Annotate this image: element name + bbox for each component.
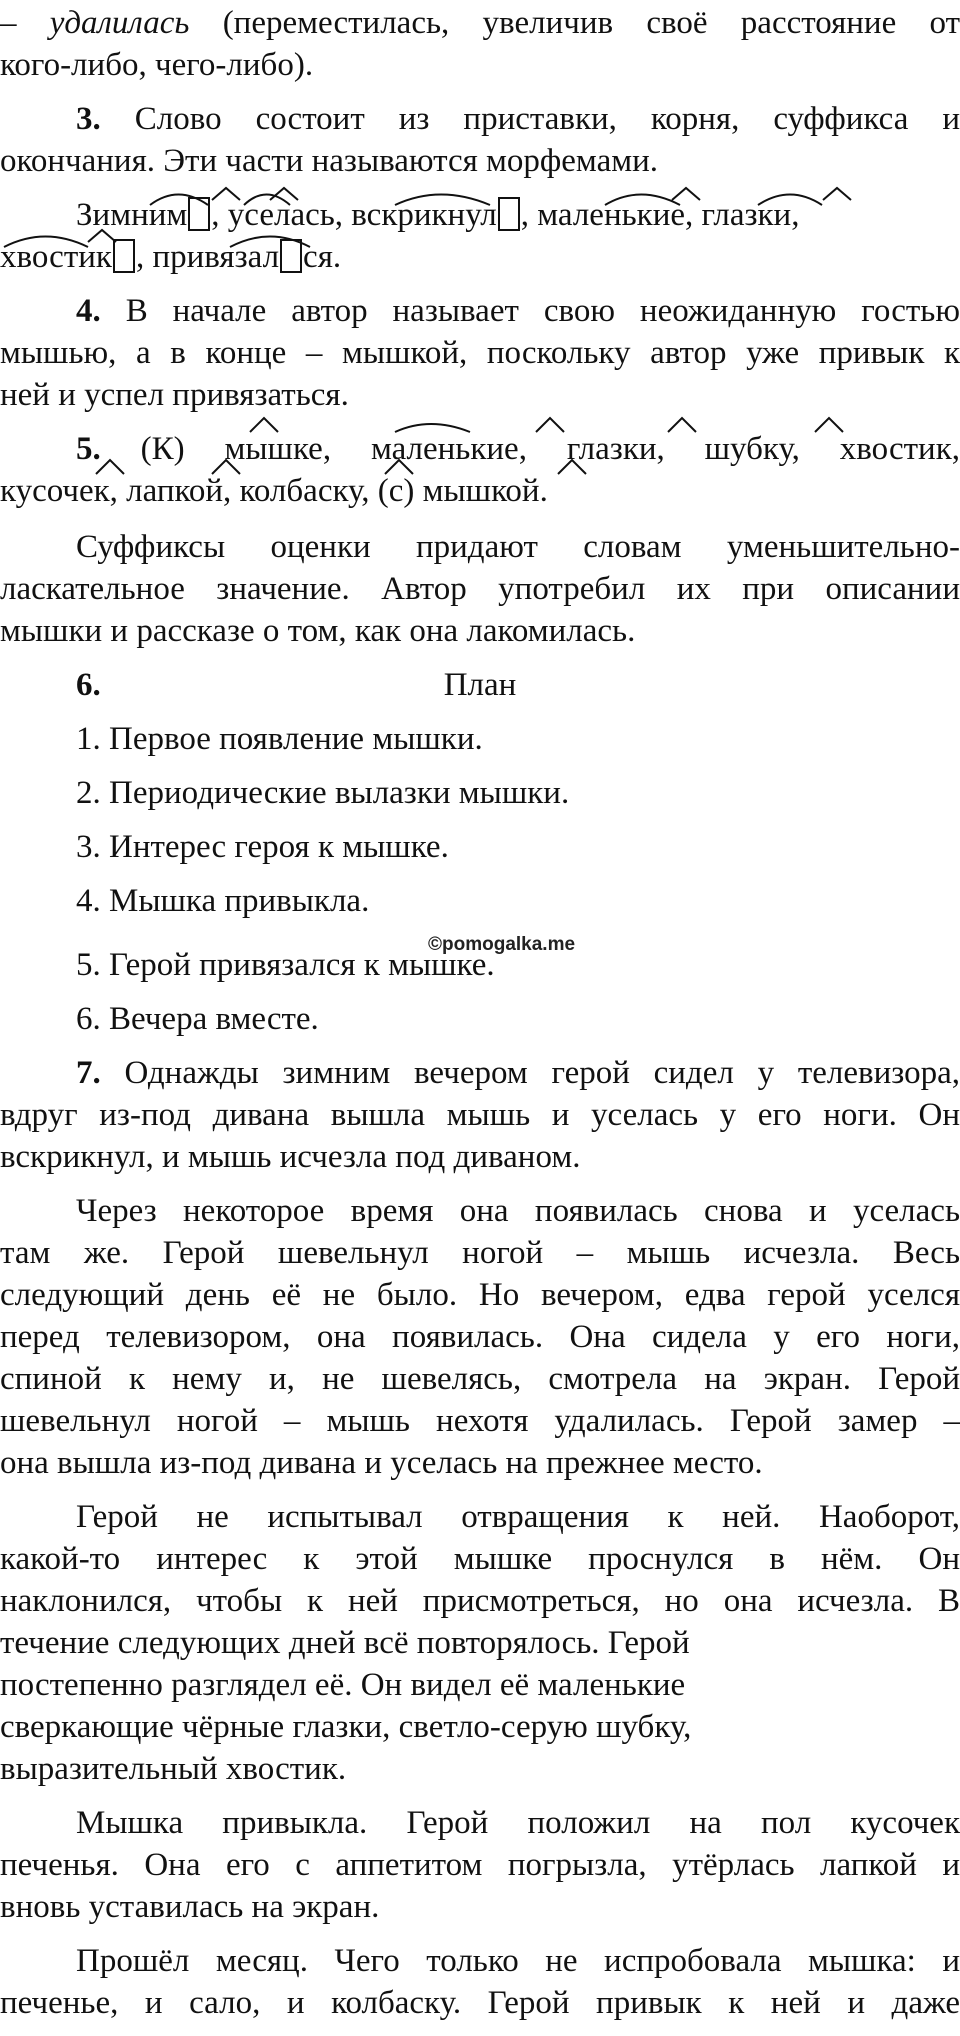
text-line: Прошёл месяц. Чего только не испробовала мышка: и: [76, 1943, 960, 1979]
answer-6-number: 6.: [76, 667, 101, 703]
ending-box: [498, 197, 520, 231]
answer-7-line: [76, 1052, 960, 1094]
text-line: шевельнул ногой – мышь нехотя удалилась. Герой замер –: [0, 1403, 960, 1439]
text-line: она вышла из-под дивана и уселась на прежнее место.: [0, 1445, 763, 1481]
ending-box: [188, 197, 210, 231]
morpheme-line-2: хвостик , привязал ся.: [0, 239, 342, 275]
text-line: сверкающие чёрные глазки, светло-серую шубку,: [0, 1709, 692, 1745]
ending-box: [113, 239, 135, 273]
text-line: Герой не испытывал отвращения к ней. Наоборот,: [76, 1499, 960, 1535]
text-line: мышки и рассказе о том, как она лакомилась.: [0, 613, 636, 649]
text-line: выразительный хвостик.: [0, 1751, 347, 1787]
morpheme-line-1: Зимним , уселась, вскрикнул , маленькие, глазки,: [76, 197, 800, 233]
text-line: мышью, а в конце – мышкой, поскольку автор уже привык к: [0, 335, 960, 371]
morpheme-word: привязал: [152, 239, 280, 275]
text-line: кусочек, лапкой, колбаску, (с) мышкой.: [0, 473, 548, 509]
morpheme-word: хвостик: [0, 239, 112, 275]
morpheme-word: маленькие: [537, 197, 686, 233]
line-text: В начале автор называет свою неожиданную гостью: [125, 293, 960, 329]
answer-3-line: [76, 98, 960, 140]
text-line: следующий день её не было. Но вечером, едва герой уселся: [0, 1277, 960, 1313]
text-line: вдруг из-под дивана вышла мышь и уселась у его ноги. Он: [0, 1097, 960, 1133]
morpheme-word: Зимним: [76, 197, 188, 233]
line-text: Слово состоит из приставки, корня, суффикса и: [134, 101, 960, 137]
answer-number: 5.: [76, 431, 101, 467]
plan-item: 3. Интерес героя к мышке.: [76, 829, 449, 865]
italic-word: удалилась: [49, 5, 190, 41]
plan-item: 6. Вечера вместе.: [76, 1001, 319, 1037]
plan-item: 1. Первое появление мышки.: [76, 721, 483, 757]
postfix-text: ся.: [303, 239, 342, 275]
answer-number: 7.: [76, 1055, 101, 1091]
text-line: ласкательное значение. Автор употребил их при описании: [0, 571, 960, 607]
answer-5-line: [76, 428, 960, 470]
text-line: постепенно разглядел её. Он видел её маленькие: [0, 1667, 686, 1703]
text-line: перед телевизором, она появилась. Она сидела у его ноги,: [0, 1319, 960, 1355]
answer-number: 4.: [76, 293, 101, 329]
morpheme-word: уселась: [227, 197, 335, 233]
text-line: там же. Герой шевельнул ногой – мышь исчезла. Весь: [0, 1235, 960, 1271]
text-line: [0, 2, 960, 44]
plan-item: 5. Герой привязался к мышке.: [76, 947, 495, 983]
text-line: спиной к нему и, не шевелясь, смотрела на экран. Герой: [0, 1361, 960, 1397]
text-line: печенья. Она его с аппетитом погрызла, утёрлась лапкой и: [0, 1847, 960, 1883]
morpheme-word: глазки: [701, 197, 792, 233]
plan-item: 2. Периодические вылазки мышки.: [76, 775, 570, 811]
answer-number: 3.: [76, 101, 101, 137]
line-text: (переместилась, увеличив своё расстояние от: [222, 5, 960, 41]
morpheme-word: вскрикнул: [351, 197, 497, 233]
text-line: печенье, и сало, и колбаску. Герой привык к ней и даже: [0, 1985, 960, 2021]
text-line: наклонился, чтобы к ней присмотреться, но она исчезла. В: [0, 1583, 960, 1619]
plan-title: План: [443, 667, 517, 703]
text-line: Суффиксы оценки придают словам уменьшительно-: [76, 529, 960, 565]
ending-box: [280, 239, 302, 273]
line-text: (К) мышке, маленькие, глазки, шубку, хвостик,: [140, 431, 960, 467]
watermark: ©pomogalka.me: [428, 934, 576, 955]
text-line: какой-то интерес к этой мышке проснулся в нём. Он: [0, 1541, 960, 1577]
text-line: течение следующих дней всё повторялось. Герой: [0, 1625, 690, 1661]
dash: –: [0, 5, 17, 41]
text-line: вскрикнул, и мышь исчезла под диваном.: [0, 1139, 581, 1175]
text-line: Мышка привыкла. Герой положил на пол кусочек: [76, 1805, 960, 1841]
plan-item: 4. Мышка привыкла.: [76, 883, 370, 919]
text-line: ней и успел привязаться.: [0, 377, 349, 413]
text-line: окончания. Эти части называются морфемами.: [0, 143, 659, 179]
text-line: вновь уставилась на экран.: [0, 1889, 380, 1925]
text-line: Через некоторое время она появилась снова и уселась: [76, 1193, 960, 1229]
line-text: Однажды зимним вечером герой сидел у телевизора,: [124, 1055, 960, 1091]
text-line: кого-либо, чего-либо).: [0, 47, 314, 83]
answer-4-line: [76, 290, 960, 332]
